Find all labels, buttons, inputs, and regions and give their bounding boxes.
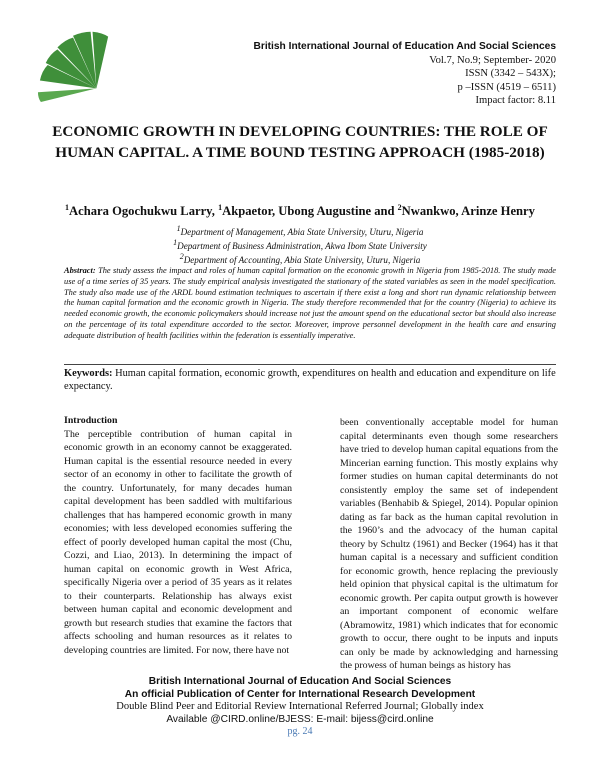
- affiliation-text: Department of Accounting, Abia State University, Uturu, Nigeria: [183, 255, 421, 266]
- body-paragraph: The perceptible contribution of human capital in economic growth in an economy cannot be exaggerated. Human capital is the essential resource needed in every sector of an economy in other to facilitate the growth of the country. Unfortunately, for many decades human capital development has been saddled with multifarious challenges that has hampered economic growth in many economies; with less developed economies suffering the effect of poorly developed human capital the most (Chu, Cozzi, and Liao, 2013). In determining the impact of human capital on economic growth in West Africa, specifically Nigeria over a period of 35 years as it relates to their counterparts. Relationship has always exist between human capital and economic development and growth but research studies that examine the factors that affects schooling and human resources as it relates to developing countries are limited. For now, there have not: [64, 428, 292, 656]
- affiliation-sup: 1: [173, 238, 178, 247]
- author-list: [0, 203, 600, 219]
- author-name: Akpaetor, Ubong Augustine and: [222, 204, 395, 219]
- footer-contact: Available @CIRD.online/BJESS: E-mail: bijess@cird.online: [166, 713, 434, 725]
- p-issn: p –ISSN (4519 – 6511): [457, 81, 556, 93]
- affiliation: [0, 224, 600, 237]
- affiliation: [0, 252, 600, 265]
- affiliation-sup: 1: [176, 224, 181, 233]
- fan-leaf-logo-icon: [36, 24, 114, 102]
- issn: ISSN (3342 – 543X);: [465, 68, 556, 80]
- author-name: Achara Ogochukwu Larry,: [69, 204, 215, 219]
- affiliation-text: Department of Business Administration, Akwa Ibom State University: [177, 241, 427, 252]
- body-column-right: [340, 416, 558, 673]
- affiliation-sup: 2: [179, 252, 184, 261]
- keywords: [64, 367, 556, 393]
- page-number: pg. 24: [287, 726, 313, 738]
- abstract-label: Abstract:: [64, 266, 96, 275]
- footer-publisher: An official Publication of Center for International Research Development: [124, 688, 476, 700]
- footer-review: Double Blind Peer and Editorial Review International Referred Journal; Globally index: [116, 701, 484, 713]
- divider: [64, 364, 556, 365]
- keywords-text: Human capital formation, economic growth, expenditures on health and education and expenditure on life expectancy.: [64, 368, 556, 393]
- journal-header: [254, 40, 556, 108]
- abstract: [64, 266, 556, 342]
- keywords-label: Keywords:: [64, 368, 113, 379]
- author-sup: 2: [397, 203, 402, 212]
- volume-info: Vol.7, No.9; September- 2020: [429, 54, 556, 66]
- paper-title: ECONOMIC GROWTH IN DEVELOPING COUNTRIES: THE ROLE OF HUMAN CAPITAL. A TIME BOUND TESTING APPROACH (1985-2018): [52, 123, 548, 161]
- author-sup: 1: [218, 203, 223, 212]
- footer-journal: British International Journal of Education And Social Sciences: [148, 676, 452, 687]
- body-column-left: [64, 414, 292, 657]
- affiliation-text: Department of Management, Abia State University, Uturu, Nigeria: [180, 227, 424, 238]
- author-name: Nwankwo, Arinze Henry: [401, 204, 535, 219]
- abstract-text: The study assess the impact and roles of human capital formation on the economic growth in Nigeria from 1985-2018. The study made use of a time series of 35 years. The study empirical analysis investigated the stationary of the stated variables as seen in the model specification. The study also made use of the ARDL bound estimation techniques to ascertain if there exist a long and short run dynamic relationship between the human capital formation and the economic growth in Nigeria. The study therefore recommended that for the country (Nigeria) to achieve its needed economic growth, the economic policymakers should increase not just the amount spend on the educational sector but should also increase on the percentage of its total expenditure accorded to the sector. Moreover, improve personnel development in the health care and ensuring adequate distribution of health facilities within the federation is essentially imperative.: [64, 266, 557, 340]
- journal-name: British International Journal of Education And Social Sciences: [253, 41, 556, 52]
- page-footer: [0, 676, 600, 739]
- section-heading: Introduction: [64, 415, 118, 426]
- body-paragraph: been conventionally acceptable model for human capital determinants even though some researchers have tried to develop human capital equations from the Mincerian earning function. This mostly explains why former studies on human capital determinants do not consistently employ the same set of independent variables (Benhabib & Spiegel, 2014). Popular opinion dating as far back as the human capital revolution in the 1960’s and the advocacy of the human capital theory by Schultz (1961) and Becker (1964) has it that human capital is a necessary and sufficient condition for economic growth, hence replacing the previously held opinion that physical capital is the ultimatum for economic growth. Per capita output growth is however an important component of economic welfare (Abramowitz, 1981) which indicates that for economic growth to occur, there ought to be inputs and inputs can only be made by acknowledging and harnessing the prowess of human beings as history has: [340, 417, 558, 671]
- affiliation: [0, 238, 600, 251]
- author-sup: 1: [65, 203, 70, 212]
- impact-factor: Impact factor: 8.11: [475, 95, 556, 107]
